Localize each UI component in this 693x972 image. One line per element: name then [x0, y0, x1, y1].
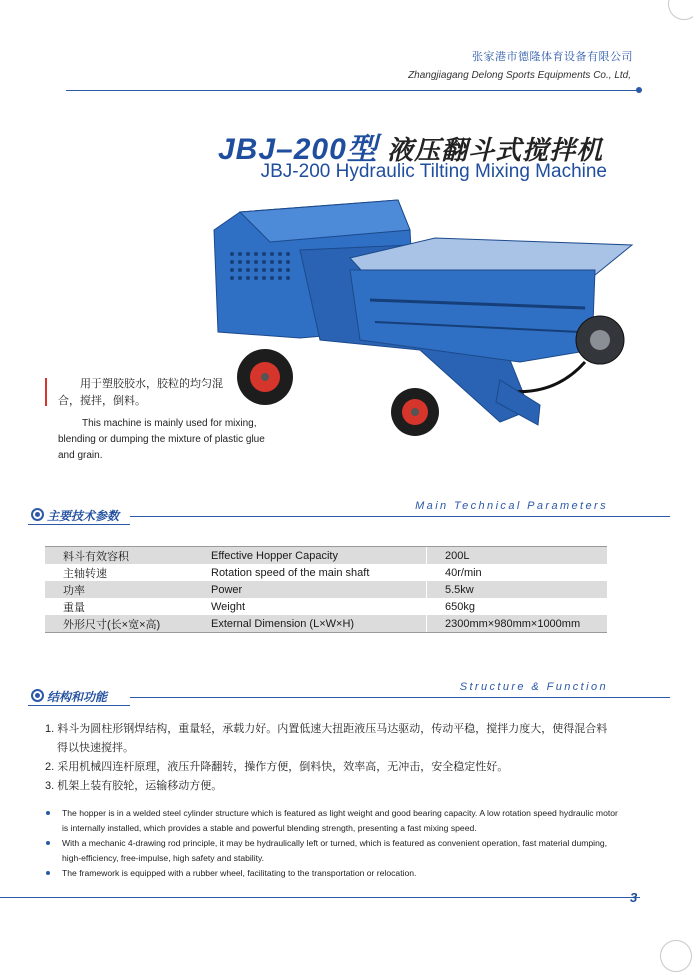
param-name-cn: 主轴转速	[45, 564, 193, 581]
params-title-en: Main Technical Parameters	[415, 500, 608, 512]
params-table	[45, 546, 607, 633]
param-name-cn: 料斗有效容积	[45, 547, 193, 565]
list-item	[40, 806, 620, 836]
footer-rule	[0, 897, 640, 898]
param-name-cn: 重量	[45, 598, 193, 615]
param-value: 40r/min	[427, 564, 608, 581]
list-item	[40, 836, 620, 866]
param-value: 200L	[427, 547, 608, 565]
structure-title-en: Structure & Function	[459, 681, 608, 693]
table-row	[45, 615, 607, 633]
params-title-cn: 主要技术参数	[47, 509, 120, 523]
hopper-body	[350, 270, 595, 362]
page-number: 3	[630, 890, 638, 905]
rear-wheel	[237, 349, 293, 405]
param-name-en: Weight	[193, 598, 427, 615]
page-title-en: JBJ-200 Hydraulic Tilting Mixing Machine	[260, 161, 607, 182]
list-item-text: The hopper is in a welded steel cylinder structure which is featured as light weight and good bearing capacity. A low rotation speed hydraulic motor is internally installed, which provides a stable and powerful blending strength, presenting a fast mixing speed.	[62, 808, 618, 833]
structure-section-icon	[31, 689, 44, 702]
mixing-machine-photo	[200, 190, 640, 445]
param-value: 2300mm×980mm×1000mm	[427, 615, 608, 633]
structure-list-cn	[45, 720, 615, 796]
bullet-icon	[46, 811, 50, 815]
intro-accent-bar	[45, 378, 47, 406]
list-item	[40, 866, 620, 881]
list-item-text: With a mechanic 4-drawing rod principle, it may be hydraulically left or turned, which is featured as convenient operation, fast material dumping, high-efficiency, free-impulse, high safety and stability.	[62, 838, 608, 863]
corner-circle-top-right	[668, 0, 693, 20]
param-name-en: Rotation speed of the main shaft	[193, 564, 427, 581]
front-wheel	[391, 388, 439, 436]
list-item-text: The framework is equipped with a rubber wheel, facilitating to the transportation or relocation.	[62, 868, 417, 878]
list-item: 3. 机架上装有胶轮，运输移动方便。	[45, 780, 223, 792]
structure-title-cn: 结构和功能	[47, 690, 108, 704]
list-item: 2. 采用机械四连杆原理，液压升降翻转，操作方便，倒料快，效率高，无冲击，安全稳定性好。	[45, 761, 509, 773]
structure-rule-right	[130, 697, 670, 698]
intro-text-en: This machine is mainly used for mixing, blending or dumping the mixture of plastic glue and grain.	[58, 418, 265, 461]
model-number: JBJ–200型	[218, 133, 378, 166]
param-name-en: Power	[193, 581, 427, 598]
structure-rule-left	[28, 705, 130, 706]
table-row	[45, 547, 607, 565]
params-section-icon	[31, 508, 44, 521]
intro-text-cn: 用于塑胶胶水，胶粒的均匀混合，搅拌，倒料。	[58, 378, 223, 407]
param-name-cn: 外形尺寸(长×宽×高)	[45, 615, 193, 633]
header-rule	[66, 90, 638, 91]
structure-list-en	[40, 806, 620, 881]
table-row	[45, 564, 607, 581]
list-item: 1. 料斗为圆柱形钢焊结构，重量轻，承载力好。内置低速大扭距液压马达驱动，传动平稳，搅拌力度大，使得混合料得以快速搅拌。	[45, 723, 608, 754]
table-row	[45, 581, 607, 598]
table-row	[45, 598, 607, 615]
bullet-icon	[46, 871, 50, 875]
bullet-icon	[46, 841, 50, 845]
param-value: 5.5kw	[427, 581, 608, 598]
param-value: 650kg	[427, 598, 608, 615]
machine-name-cn: 液压翻斗式搅拌机	[387, 135, 604, 165]
company-name-en: Zhangjiagang Delong Sports Equipments Co., Ltd,	[408, 70, 631, 81]
header-rule-dot	[636, 87, 642, 93]
params-rule-left	[28, 524, 130, 525]
param-name-en: External Dimension (L×W×H)	[193, 615, 427, 633]
corner-circle-bottom-right	[660, 940, 692, 972]
params-rule-right	[130, 516, 670, 517]
company-name-cn: 张家港市德隆体育设备有限公司	[472, 51, 633, 63]
param-name-cn: 功率	[45, 581, 193, 598]
param-name-en: Effective Hopper Capacity	[193, 547, 427, 565]
